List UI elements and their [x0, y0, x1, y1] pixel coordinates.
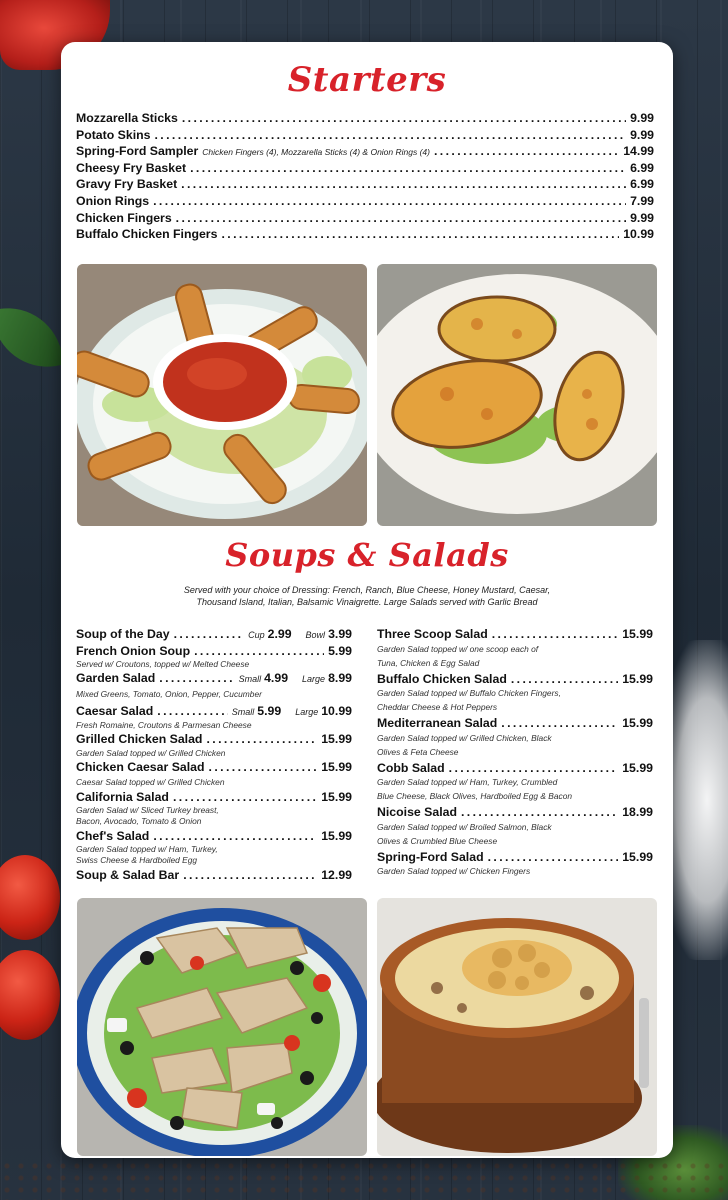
menu-item	[76, 867, 352, 884]
item-name: Soup & Salad Bar	[76, 867, 180, 882]
leader-dots	[221, 226, 619, 243]
leader-dots	[511, 671, 618, 688]
item-name: Soup of the Day	[76, 627, 170, 641]
leader-dots	[157, 703, 227, 720]
mozzarella-sticks-photo	[77, 264, 367, 526]
leader-dots	[461, 804, 618, 821]
item-price: 9.99	[630, 210, 654, 225]
menu-item	[377, 715, 653, 760]
menu-item	[76, 789, 352, 828]
item-price: 15.99	[622, 849, 653, 864]
size-label: Cup	[248, 630, 265, 640]
tomato-decoration	[0, 950, 60, 1040]
item-description: Garden Salad topped w/ Grilled Chicken, Black	[377, 732, 552, 743]
leader-dots	[492, 626, 619, 643]
item-description: Swiss Cheese & Hardboiled Egg	[76, 855, 198, 866]
item-name: Grilled Chicken Salad	[76, 731, 203, 746]
item-description: Garden Salad topped w/ Chicken Fingers	[377, 865, 531, 876]
peppercorn-decoration	[0, 1160, 728, 1200]
item-description: Olives & Crumbled Blue Cheese	[377, 835, 498, 846]
item-price: 18.99	[622, 805, 653, 820]
item-description: Bacon, Avocado, Tomato & Onion	[76, 816, 202, 827]
size-label: Large	[295, 707, 319, 718]
item-description: Garden Salad topped w/ Ham, Turkey, Crumbled	[377, 777, 558, 788]
item-price: 15.99	[622, 671, 653, 686]
starters-title: Starters	[287, 60, 447, 100]
item-price: 9.99	[630, 111, 654, 125]
menu-item	[377, 760, 653, 805]
leader-dots	[449, 760, 619, 777]
menu-item	[76, 127, 654, 144]
dressing-note-line: Served with your choice of Dressing: French, Ranch, Blue Cheese, Honey Mustard, Caesar,	[183, 585, 551, 595]
item-name: Gravy Fry Basket	[76, 177, 178, 192]
item-name: Chicken Caesar Salad	[76, 759, 205, 774]
soups-salads-right-column	[377, 626, 653, 877]
menu-item	[377, 626, 653, 671]
item-name: California Salad	[76, 789, 169, 804]
item-price: 7.99	[630, 193, 654, 208]
item-price: 6.99	[630, 177, 654, 192]
item-name: Garden Salad	[76, 671, 156, 686]
menu-item	[76, 226, 654, 243]
leader-dots	[209, 759, 318, 776]
item-description: Caesar Salad topped w/ Grilled Chicken	[76, 777, 225, 788]
item-description: Fresh Romaine, Croutons & Parmesan Cheese	[76, 719, 252, 730]
item-name: Onion Rings	[76, 193, 150, 208]
item-price: 15.99	[321, 759, 352, 774]
item-price: 5.99	[328, 643, 352, 658]
item-price: 15.99	[622, 716, 653, 731]
item-price: 5.99	[257, 704, 282, 719]
item-price: 3.99	[328, 627, 352, 641]
menu-item	[76, 828, 352, 867]
item-price: 10.99	[623, 227, 654, 242]
item-price: 15.99	[321, 789, 352, 804]
leader-dots	[174, 626, 244, 643]
leader-dots	[181, 176, 626, 193]
item-name: Mozzarella Sticks	[76, 111, 178, 125]
leader-dots	[176, 210, 626, 227]
menu-item	[76, 176, 654, 193]
leader-dots	[182, 110, 626, 127]
dressing-note-line: Thousand Island, Italian, Balsamic Vinaigrette. Large Salads served with Garlic Bread	[196, 597, 538, 607]
item-description: Served w/ Croutons, topped w/ Melted Cheese	[76, 659, 250, 670]
menu-card	[61, 42, 673, 1158]
item-description: Olives & Feta Cheese	[377, 746, 459, 757]
leader-dots	[153, 828, 317, 845]
item-description: Mixed Greens, Tomato, Onion, Pepper, Cucumber	[76, 688, 262, 699]
menu-item	[377, 849, 653, 877]
item-description: Garden Salad topped w/ Ham, Turkey,	[76, 844, 218, 855]
soups-salads-left-column	[76, 626, 352, 883]
item-description: Cheddar Cheese & Hot Peppers	[377, 702, 498, 713]
item-price: 4.99	[264, 671, 289, 686]
leader-dots	[434, 143, 619, 160]
leader-dots	[159, 670, 234, 687]
item-name: Nicoise Salad	[377, 805, 457, 820]
leader-dots	[190, 160, 626, 177]
menu-item	[76, 731, 352, 759]
item-name: Caesar Salad	[76, 704, 154, 719]
leader-dots	[488, 849, 619, 866]
menu-item	[76, 759, 352, 789]
menu-item	[76, 193, 654, 210]
soups-salads-title: Soups & Salads	[225, 536, 509, 574]
grilled-chicken-salad-photo	[77, 898, 367, 1156]
size-label: Bowl	[305, 630, 326, 640]
menu-item	[377, 804, 653, 849]
leader-dots	[153, 193, 626, 210]
menu-item	[76, 210, 654, 227]
potato-skins-photo	[377, 264, 657, 526]
item-price: 6.99	[630, 160, 654, 175]
item-name: Spring-Ford Sampler	[76, 144, 199, 159]
size-label: Small	[238, 674, 262, 685]
item-name: Chef's Salad	[76, 828, 150, 843]
french-onion-soup-photo	[377, 898, 657, 1156]
leader-dots	[194, 643, 324, 660]
item-description: Garden Salad topped w/ one scoop each of	[377, 643, 539, 654]
item-description: Chicken Fingers (4), Mozzarella Sticks (4) & Onion Rings (4)	[202, 147, 430, 158]
item-name: Mediterranean Salad	[377, 716, 498, 731]
menu-item	[76, 110, 654, 127]
size-label: Large	[302, 674, 326, 685]
item-description: Blue Cheese, Black Olives, Hardboiled Egg & Bacon	[377, 791, 573, 802]
item-price: 15.99	[321, 828, 352, 843]
size-label: Small	[231, 707, 255, 718]
starters-list	[76, 110, 654, 243]
item-name: Potato Skins	[76, 127, 151, 142]
menu-item	[76, 670, 352, 700]
item-name: French Onion Soup	[76, 643, 191, 658]
leader-dots	[501, 715, 618, 732]
leader-dots	[183, 867, 317, 884]
item-name: Spring-Ford Salad	[377, 849, 484, 864]
leader-dots	[173, 789, 317, 806]
item-price: 10.99	[321, 704, 352, 719]
basil-leaf-decoration	[0, 293, 66, 382]
item-name: Chicken Fingers	[76, 210, 172, 225]
dressing-note	[141, 584, 593, 608]
menu-item	[76, 703, 352, 731]
item-name: Buffalo Chicken Salad	[377, 671, 507, 686]
tomato-decoration	[0, 855, 60, 940]
menu-item	[76, 626, 352, 643]
item-name: Three Scoop Salad	[377, 627, 488, 641]
item-description: Garden Salad w/ Sliced Turkey breast,	[76, 805, 219, 816]
item-price: 9.99	[630, 127, 654, 142]
menu-item	[377, 671, 653, 716]
item-description: Tuna, Chicken & Egg Salad	[377, 657, 480, 668]
item-name: Cobb Salad	[377, 760, 445, 775]
leader-dots	[206, 731, 317, 748]
item-price: 12.99	[321, 867, 352, 882]
item-description: Garden Salad topped w/ Buffalo Chicken Fingers,	[377, 688, 561, 699]
menu-item	[76, 143, 654, 160]
item-description: Garden Salad topped w/ Grilled Chicken	[76, 747, 226, 758]
item-name: Buffalo Chicken Fingers	[76, 227, 218, 242]
item-description: Garden Salad topped w/ Broiled Salmon, Black	[377, 821, 552, 832]
item-price: 15.99	[321, 731, 352, 746]
item-price: 8.99	[328, 671, 352, 686]
item-price: 15.99	[622, 760, 653, 775]
leader-dots	[154, 127, 626, 144]
menu-item	[76, 643, 352, 671]
item-price: 14.99	[623, 144, 654, 159]
item-name: Cheesy Fry Basket	[76, 160, 187, 175]
item-price: 15.99	[622, 627, 653, 641]
item-price: 2.99	[267, 627, 292, 641]
menu-item	[76, 160, 654, 177]
